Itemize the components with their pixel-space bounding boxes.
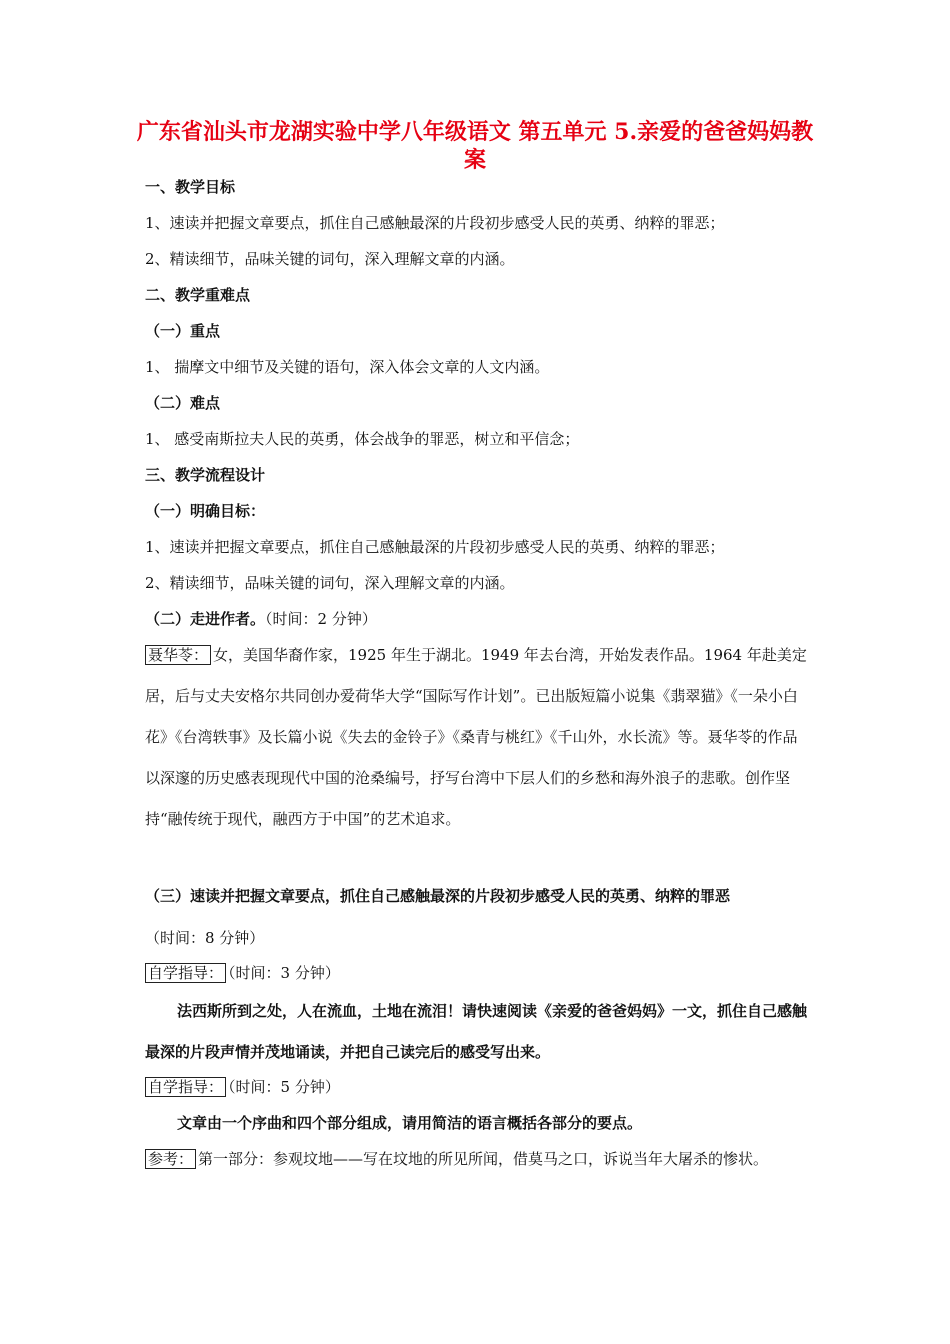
subheading-key: （一）重点 — [145, 322, 221, 340]
subheading-difficulty: （二）难点 — [145, 394, 221, 412]
guide1-line — [145, 962, 815, 984]
section-heading-process: 三、教学流程设计 — [145, 466, 266, 484]
subheading-reading: （三）速读并把握文章要点，抓住自己感触最深的片段初步感受人民的英勇、纳粹的罪恶 — [145, 887, 731, 905]
subheading-goals: （一）明确目标： — [145, 502, 266, 520]
guide1-text: 法西斯所到之处，人在流血，土地在流泪！请快速阅读《亲爱的爸爸妈妈》一文，抓住自己感触最深的片段声情并茂地诵读，并把自己读完后的感受写出来。 — [145, 1002, 808, 1061]
guide2-label: 自学指导： — [145, 1077, 226, 1097]
goal-item-2: 2、精读细节，品味关键的词句，深入理解文章的内涵。 — [145, 574, 515, 592]
author-time: （时间：2 分钟） — [265, 610, 377, 628]
objective-item-2: 2、精读细节，品味关键的词句，深入理解文章的内涵。 — [145, 250, 515, 268]
difficulty-item: 1、 感受南斯拉夫人民的英勇，体会战争的罪恶，树立和平信念； — [145, 430, 580, 448]
author-label: 聂华苓： — [145, 645, 211, 665]
author-text: 女，美国华裔作家，1925 年生于湖北。1949 年去台湾，开始发表作品。1964 年赴美定居，后与丈夫安格尔共同创办爱荷华大学“国际写作计划”。已出版短篇小说集《翡翠猫》《一朵小白花》《台湾轶事》及长篇小说《失去的金铃子》《桑青与桃红》《千山外，水长流》等。聂华苓的作品以深邃的历史感表现现代中国的沧桑编号，抒写台湾中下层人们的乡愁和海外浪子的悲歌。创作坚持“融传统于现代，融西方于中国”的艺术追求。 — [145, 646, 807, 828]
guide1-label: 自学指导： — [145, 963, 226, 983]
author-paragraph — [145, 635, 807, 840]
document-title: 广东省汕头市龙湖实验中学八年级语文 第五单元 5.亲爱的爸爸妈妈教案 — [136, 119, 814, 173]
section-heading-objectives: 一、教学目标 — [145, 178, 236, 196]
author-heading-line — [145, 608, 815, 630]
guide1-time: （时间：3 分钟） — [228, 964, 340, 982]
reference-text: 第一部分：参观坟地——写在坟地的所见所闻，借莫马之口，诉说当年大屠杀的惨状。 — [198, 1150, 769, 1168]
subheading-author: （二）走进作者。 — [145, 610, 266, 628]
reference-label: 参考： — [145, 1149, 196, 1169]
guide2-time: （时间：5 分钟） — [228, 1078, 340, 1096]
reference-paragraph — [145, 1139, 807, 1180]
objective-item-1: 1、速读并把握文章要点，抓住自己感触最深的片段初步感受人民的英勇、纳粹的罪恶； — [145, 214, 725, 232]
key-item: 1、 揣摩文中细节及关键的语句，深入体会文章的人文内涵。 — [145, 358, 550, 376]
guide2-text: 文章由一个序曲和四个部分组成，请用简洁的语言概括各部分的要点。 — [177, 1114, 643, 1132]
guide2-line — [145, 1076, 815, 1098]
reading-time: （时间：8 分钟） — [145, 929, 265, 947]
goal-item-1: 1、速读并把握文章要点，抓住自己感触最深的片段初步感受人民的英勇、纳粹的罪恶； — [145, 538, 725, 556]
section-heading-key-points: 二、教学重难点 — [145, 286, 251, 304]
